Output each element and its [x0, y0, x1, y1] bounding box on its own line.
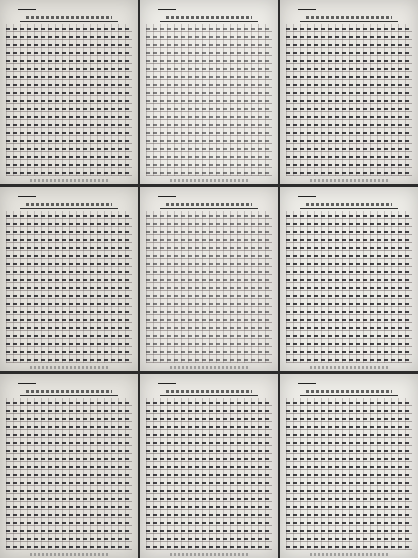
sheet-header	[280, 2, 418, 12]
handwritten-text	[146, 24, 272, 176]
handwritten-text	[146, 211, 272, 363]
essay-sheet-r3c1	[0, 374, 138, 558]
handwritten-text	[6, 398, 132, 550]
essay-sheet-r1c3	[280, 0, 418, 184]
essay-title	[300, 201, 398, 209]
sheet-header	[140, 189, 278, 199]
sheet-footer	[30, 553, 108, 556]
essay-title	[20, 201, 118, 209]
sheet-header	[140, 376, 278, 386]
handwritten-text	[286, 24, 412, 176]
sheet-header	[140, 2, 278, 12]
sheet-header	[0, 2, 138, 12]
essay-title	[20, 388, 118, 396]
handwritten-text	[286, 211, 412, 363]
sheet-footer	[170, 179, 248, 182]
sheet-footer	[170, 366, 248, 369]
essay-sheet-r2c2	[140, 187, 278, 371]
essay-title	[20, 14, 118, 22]
sheet-footer	[30, 179, 108, 182]
sheet-header	[280, 189, 418, 199]
essay-title	[160, 388, 258, 396]
essay-sheet-r2c1	[0, 187, 138, 371]
handwritten-text	[286, 398, 412, 550]
handwritten-text	[6, 24, 132, 176]
sheet-footer	[310, 553, 388, 556]
sheet-footer	[30, 366, 108, 369]
handwritten-text	[6, 211, 132, 363]
essay-sheet-r2c3	[280, 187, 418, 371]
essay-sheet-r1c1	[0, 0, 138, 184]
sheet-header	[0, 376, 138, 386]
essay-sheet-r1c2	[140, 0, 278, 184]
sheet-header	[280, 376, 418, 386]
sheet-footer	[310, 179, 388, 182]
sheet-footer	[310, 366, 388, 369]
essay-sheet-r3c2	[140, 374, 278, 558]
essay-title	[300, 14, 398, 22]
essay-title	[160, 14, 258, 22]
sheet-header	[0, 189, 138, 199]
essay-title	[300, 388, 398, 396]
essay-sheet-r3c3	[280, 374, 418, 558]
sheet-footer	[170, 553, 248, 556]
handwritten-text	[146, 398, 272, 550]
essay-title	[160, 201, 258, 209]
